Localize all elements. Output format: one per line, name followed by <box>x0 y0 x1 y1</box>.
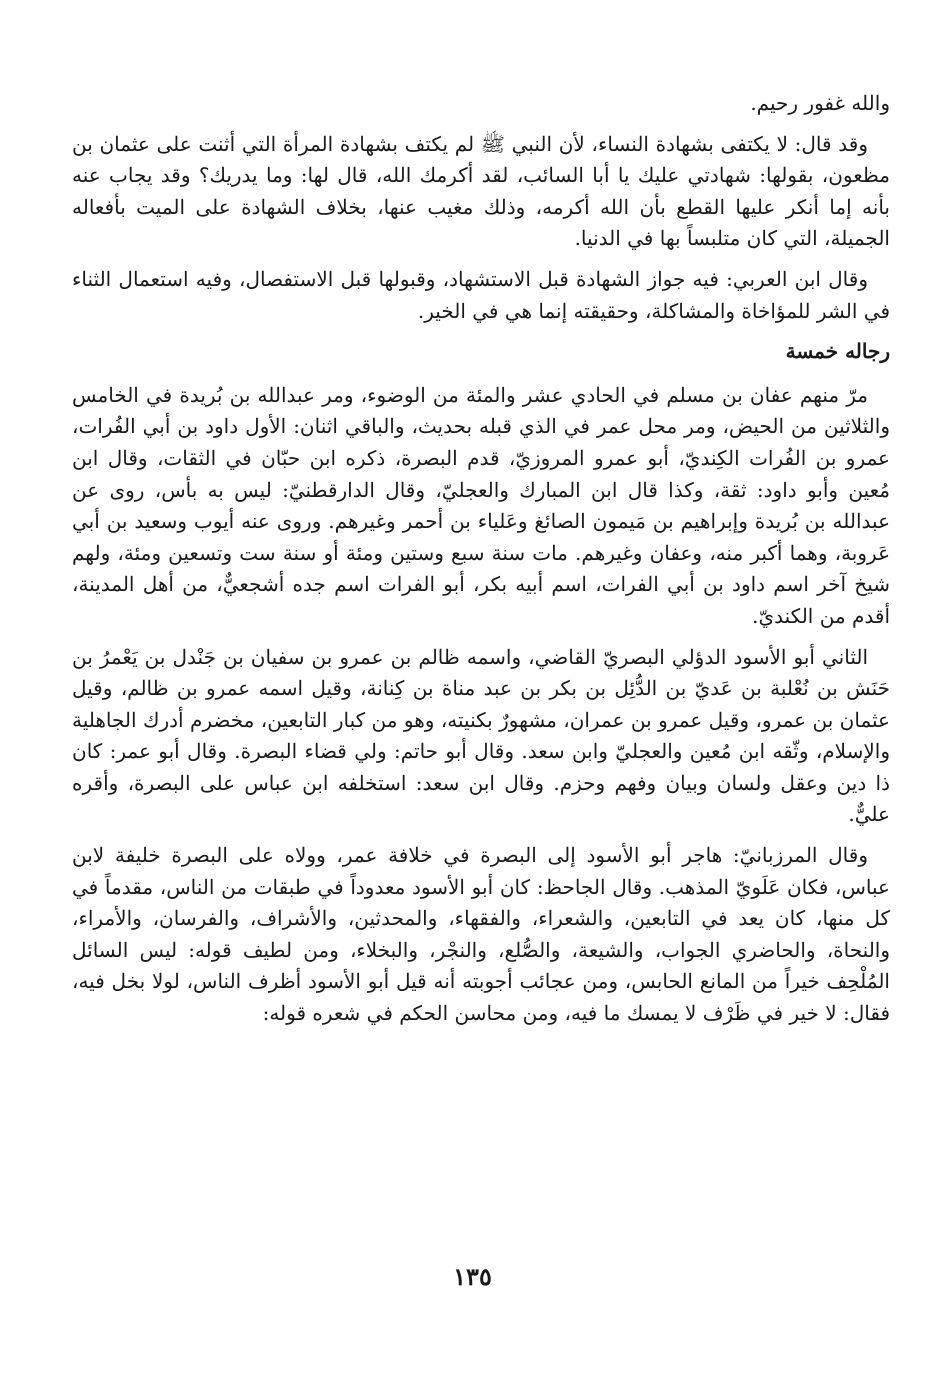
paragraph-abu-al-aswad: الثاني أبو الأسود الدؤلي البصريّ القاضي، واسمه ظالم بن عمرو بن سفيان بن جَنْدل بن يَعْمرُ بن حَنَش بن نُعْلبة بن عَديّ بن الدُّئِل بن بكر بن عبد مناة بن كِنانة، وقيل اسمه عمرو بن ظالم، وقيل عثمان بن عمرو، وقيل عمرو بن عمران، مشهورٌ بكنيته، وهو من كبار التابعين، مخضرم أدرك الجاهلية والإسلام، وثّقه ابن مُعين والعجليّ وابن سعد. وقال أبو حاتم: ولي قضاء البصرة. وقال أبو عمر: كان ذا دين وعقل ولسان وبيان وفهم وحزم. وقال ابن سعد: استخلفه ابن عباس على البصرة، وأقره عليٌّ. <box>72 644 890 827</box>
page-number: ١٣٥ <box>453 1262 492 1291</box>
paragraph-closing-verse: والله غفور رحيم. <box>750 91 890 115</box>
paragraph-narrators-intro: مرّ منهم عفان بن مسلم في الحادي عشر والمئة من الوضوء، ومر عبدالله بن بُريدة في الخامس والثلاثين من الحيض، ومر محل عمر في الذي قبله بحديث، والباقي اثنان: الأول داود بن أبي الفُرات، عمرو بن الفُرات الكِنديّ، أبو عمرو المروزيّ، قدم البصرة، ذكره ابن حبّان في الثقات، وقال ابن مُعين وأبو داود: ثقة، وكذا قال ابن المبارك والعجليّ، وقال الدارقطنيّ: ليس به بأس، روى عن عبدالله بن بُريدة وإبراهيم بن مَيمون الصائغ وعَلياء بن أحمر وغيرهم. وروى عنه أيوب وسعيد بن أبي عَروبة، وهما أكبر منه، وعفان وغيرهم. مات سنة سبع وستين ومئة أو سنة ست وتسعين ومئة، ولهم شيخ آخر اسم داود بن أبي الفرات، اسم أبيه بكر، أبو الفرات اسم جده أشجعيٌّ، من أهل المدينة، أقدم من الكنديّ. <box>72 382 890 628</box>
paragraph-testimony-women: وقد قال: لا يكتفى بشهادة النساء، لأن النبي ﷺ لم يكتف بشهادة المرأة التي أثنت على عثمان بن مظعون، بقولها: شهادتي عليك يا أبا السائب، لقد أكرمك الله، قال لها: وما يدريك؟ وقد يجاب عنه بأنه إما أنكر عليها القطع بأن الله أكرمه، وذلك مغيب عنها، بخلاف الشهادة على الميت بأفعاله الجميلة، التي كان متلبساً بها في الدنيا. <box>72 131 890 251</box>
section-heading: رجاله خمسة <box>785 339 890 364</box>
page-content <box>72 88 890 1039</box>
paragraph-ibn-al-arabi: وقال ابن العربي: فيه جواز الشهادة قبل الاستشهاد، وقبولها قبل الاستفصال، وفيه استعمال الثناء في الشر للمؤاخاة والمشاكلة، وحقيقته إنما هي في الخير. <box>72 266 890 323</box>
paragraph-marzubani: وقال المرزبانيّ: هاجر أبو الأسود إلى البصرة في خلافة عمر، وولاه على البصرة خليفة لابن عباس، فكان عَلَويّ المذهب. وقال الجاحظ: كان أبو الأسود معدوداً في طبقات من الناس، مقدماً في كل منها، كان يعد في التابعين، والشعراء، والفقهاء، والمحدثين، والأشراف، والفرسان، والأمراء، والنحاة، والحاضري الجواب، والشيعة، والصُّلع، والنجْر، والبخلاء، ومن لطيف قوله: ليس السائل المُلْحِف خيراً من المانع الحابس، ومن عجائب أجوبته أنه قيل أبو الأسود أظرف الناس، لولا بخل فيه، فقال: لا خير في ظَرْف لا يمسك ما فيه، ومن محاسن الحكم في شعره قوله: <box>72 843 891 1026</box>
